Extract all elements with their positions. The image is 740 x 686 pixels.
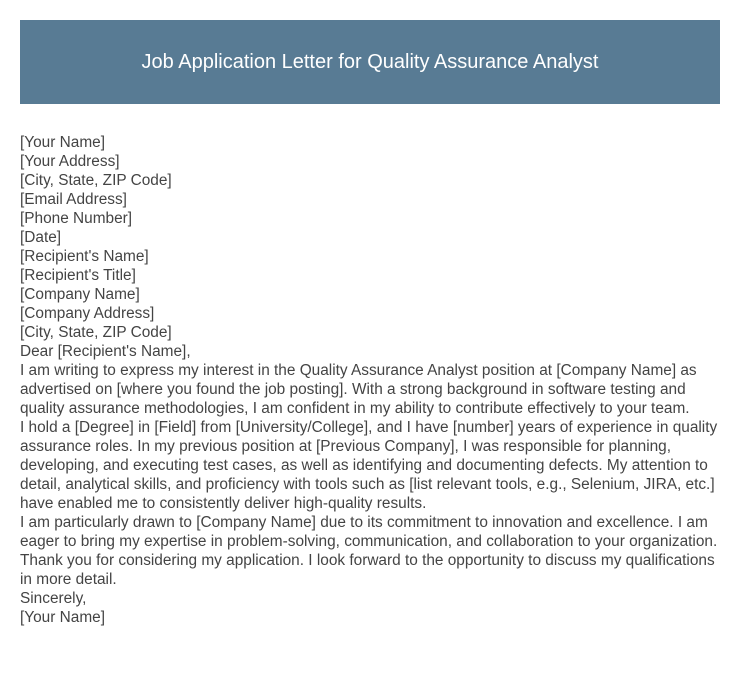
- letter-body: [20, 133, 725, 627]
- recipient-company-address: [Company Address]: [20, 305, 155, 322]
- salutation: Dear [Recipient's Name],: [20, 343, 191, 360]
- paragraph-closing: Thank you for considering my application. I look forward to the opportunity to discuss my qualifications in more detail.: [20, 552, 715, 588]
- sender-phone: [Phone Number]: [20, 210, 133, 227]
- recipient-name: [Recipient's Name]: [20, 248, 149, 265]
- sender-name: [Your Name]: [20, 134, 105, 151]
- closing: Sincerely,: [20, 590, 87, 607]
- paragraph-intro: I am writing to express my interest in the Quality Assurance Analyst position at [Company Name] as advertised on [where you found the job posting]. With a strong background in software testing and quality assurance methodologies, I am confident in my ability to contribute effectively to your team.: [20, 362, 697, 417]
- paragraph-experience: I hold a [Degree] in [Field] from [University/College], and I have [number] years of experience in quality assurance roles. In my previous position at [Previous Company], I was responsible for planning, developing, and executing test cases, as well as identifying and documenting defects. My attention to detail, analytical skills, and proficiency with tools such as [list relevant tools, e.g., Selenium, JIRA, etc.] have enabled me to consistently deliver high-quality results.: [20, 419, 718, 512]
- sender-city-state-zip: [City, State, ZIP Code]: [20, 172, 172, 189]
- sender-email: [Email Address]: [20, 191, 127, 208]
- signature: [Your Name]: [20, 609, 105, 626]
- sender-address: [Your Address]: [20, 153, 120, 170]
- recipient-title: [Recipient's Title]: [20, 267, 136, 284]
- title-banner: [20, 20, 720, 104]
- paragraph-motivation: I am particularly drawn to [Company Name] due to its commitment to innovation and excellence. I am eager to bring my expertise in problem-solving, communication, and collaboration to your organization.: [20, 514, 718, 550]
- letter-date: [Date]: [20, 229, 62, 246]
- recipient-city-state-zip: [City, State, ZIP Code]: [20, 324, 172, 341]
- page-title: Job Application Letter for Quality Assurance Analyst: [141, 50, 599, 73]
- recipient-company: [Company Name]: [20, 286, 140, 303]
